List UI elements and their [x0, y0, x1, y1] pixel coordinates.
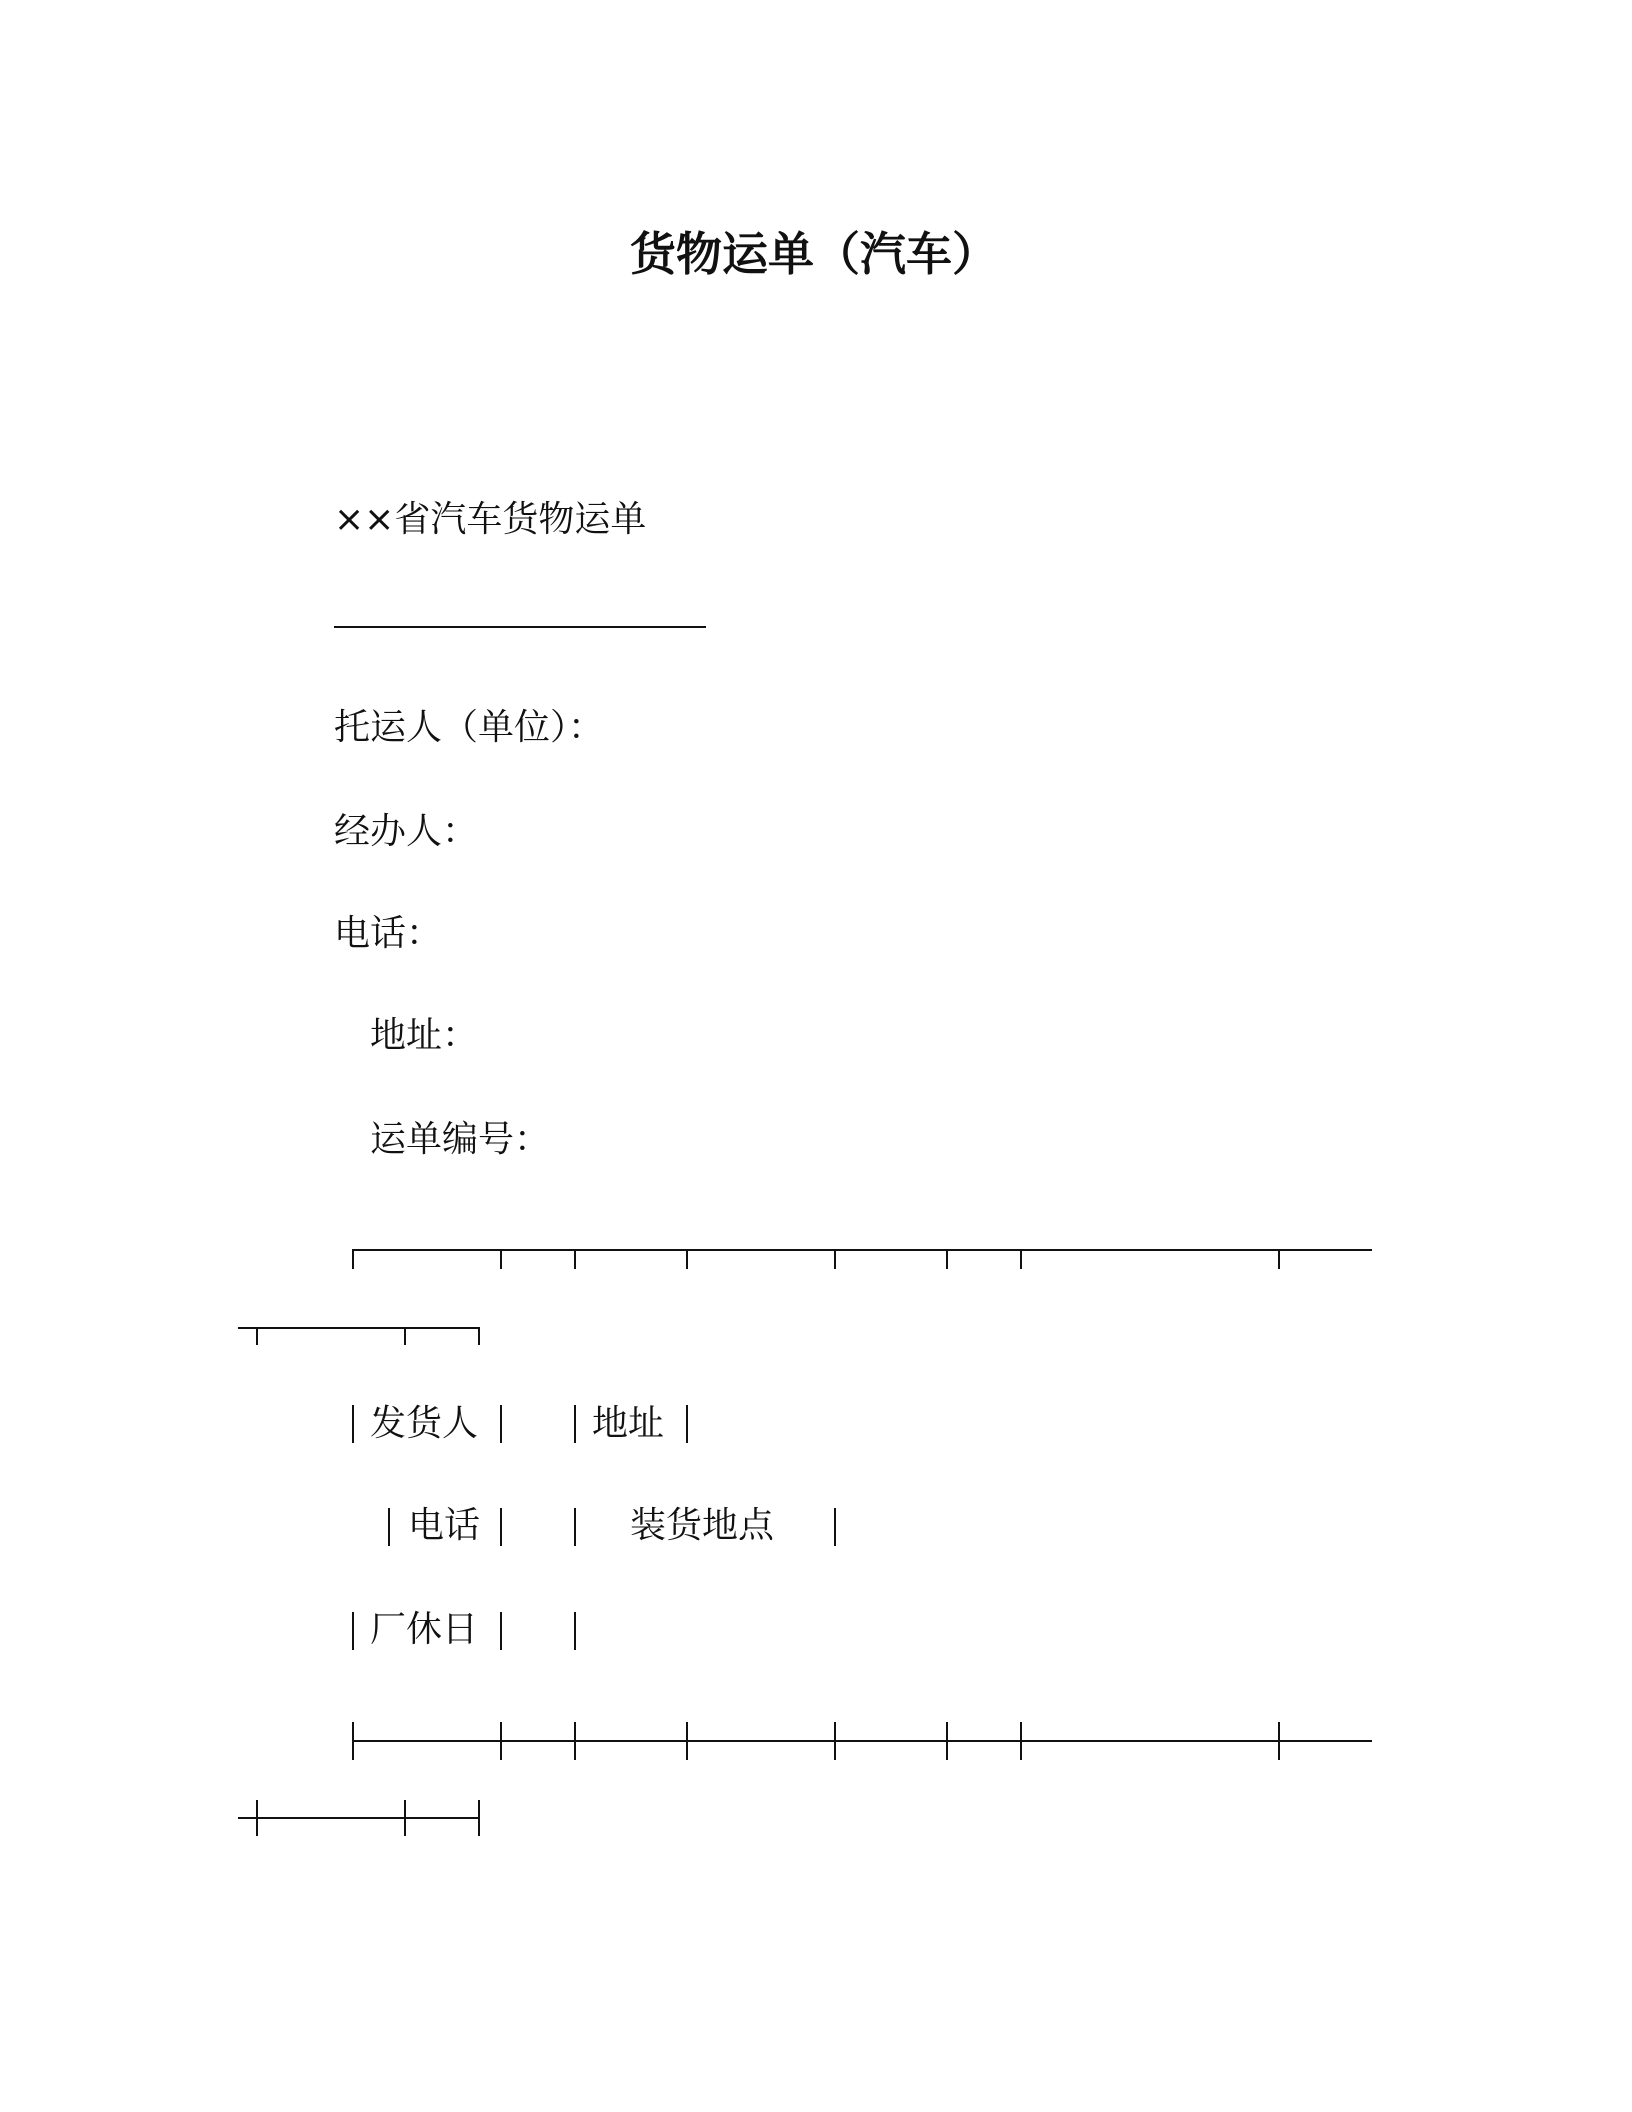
factory-holiday-label: 厂休日: [370, 1609, 479, 1650]
page-title: 货物运单（汽车）: [630, 227, 998, 281]
table-address-label: 地址: [592, 1403, 665, 1444]
table-phone-label: 电话: [408, 1505, 481, 1546]
subtitle-underline: [334, 626, 706, 628]
consignor-label: 发货人: [370, 1403, 479, 1444]
form-subtitle: ××省汽车货物运单: [334, 499, 647, 540]
phone-label: 电话：: [334, 913, 443, 954]
loading-place-label: 装货地点: [630, 1505, 775, 1546]
handler-label: 经办人：: [334, 811, 479, 852]
address-label: 地址：: [370, 1015, 479, 1056]
waybill-number-label: 运单编号：: [370, 1119, 551, 1160]
shipper-unit-label: 托运人（单位）：: [334, 707, 605, 748]
